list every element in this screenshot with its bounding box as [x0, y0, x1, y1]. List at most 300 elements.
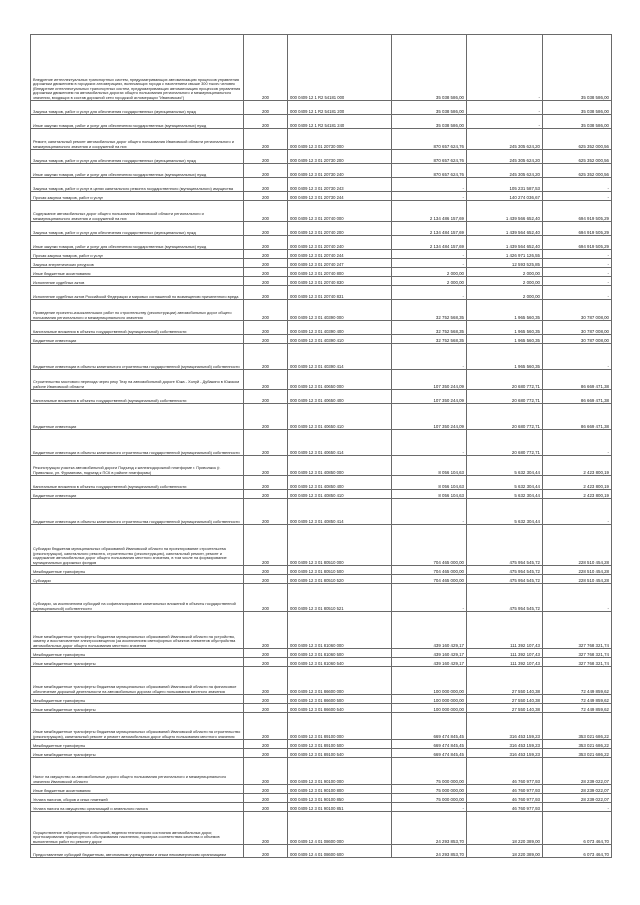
- cell-name: Иные межбюджетные трансферты: [31, 749, 244, 758]
- table-row: [31, 101, 612, 115]
- cell-kbk: 000 0409 12 3 01 90100 000: [288, 758, 392, 785]
- cell-code: 200: [244, 164, 288, 178]
- cell-code: 200: [244, 713, 288, 740]
- cell-kbk: 000 0409 12 3 01 89100 540: [288, 749, 392, 758]
- cell-v3: 625 352 000,56: [543, 150, 612, 164]
- cell-code: 200: [244, 695, 288, 704]
- cell-v1: 32 752 568,35: [392, 321, 467, 335]
- cell-v2: -: [467, 115, 543, 129]
- cell-v3: 35 038 586,00: [543, 101, 612, 115]
- cell-v1: 35 038 586,00: [392, 35, 467, 101]
- cell-v3: -: [543, 178, 612, 192]
- cell-v1: 870 657 624,76: [392, 150, 467, 164]
- cell-kbk: 000 0409 12 3 01 89100 500: [288, 740, 392, 749]
- table-row: [31, 321, 612, 335]
- cell-kbk: 000 0409 12 3 01 20730 244: [288, 192, 392, 201]
- cell-v3: 28 239 022,07: [543, 785, 612, 794]
- cell-v3: 353 021 686,22: [543, 740, 612, 749]
- cell-code: 200: [244, 129, 288, 150]
- cell-v2: 46 760 977,93: [467, 794, 543, 803]
- table-row: [31, 344, 612, 370]
- cell-kbk: 000 0409 12 3 01 40850 400: [288, 476, 392, 490]
- cell-v2: 2 000,00: [467, 268, 543, 277]
- cell-v2: 5 632 304,44: [467, 456, 543, 476]
- cell-v3: 72 449 859,62: [543, 695, 612, 704]
- cell-v3: 28 239 022,07: [543, 794, 612, 803]
- cell-v3: 327 768 321,74: [543, 658, 612, 667]
- cell-v2: 2 000,00: [467, 286, 543, 300]
- cell-v1: 704 465 000,00: [392, 525, 467, 566]
- table-row: [31, 695, 612, 704]
- cell-kbk: 000 0409 12 3 01 20730 200: [288, 150, 392, 164]
- cell-name: Капитальные вложения в объекты государственной (муниципальной) собственности: [31, 321, 244, 335]
- cell-name: Иные закупки товаров, работ и услуг для обеспечения государственных (муниципальных) нужд: [31, 236, 244, 250]
- cell-v3: 625 352 000,56: [543, 129, 612, 150]
- cell-code: 200: [244, 667, 288, 695]
- cell-v1: 100 000 000,00: [392, 667, 467, 695]
- cell-code: 200: [244, 430, 288, 456]
- cell-v2: 1 439 564 652,40: [467, 236, 543, 250]
- table-row: [31, 845, 612, 858]
- cell-v3: 6 073 464,70: [543, 812, 612, 845]
- cell-v1: -: [392, 286, 467, 300]
- cell-kbk: 000 0409 12 1 R2 54181 240: [288, 115, 392, 129]
- cell-name: Межбюджетные трансферты: [31, 566, 244, 575]
- cell-code: 200: [244, 335, 288, 344]
- table-row: [31, 794, 612, 803]
- cell-v2: 475 954 545,72: [467, 525, 543, 566]
- cell-v2: 1 965 560,35: [467, 344, 543, 370]
- cell-v3: 228 510 454,28: [543, 566, 612, 575]
- cell-kbk: 000 0409 12 3 01 80510 521: [288, 584, 392, 612]
- table-row: [31, 390, 612, 404]
- cell-v1: 439 160 429,17: [392, 612, 467, 649]
- cell-name: Бюджетные инвестиции в объекты капитального строительства государственной (муниципальной) собственности: [31, 430, 244, 456]
- cell-v3: 228 510 454,28: [543, 525, 612, 566]
- cell-v1: 107 350 244,09: [392, 390, 467, 404]
- cell-kbk: 000 0409 12 3 01 81060 000: [288, 612, 392, 649]
- cell-kbk: 000 0409 12 4 01 08600 600: [288, 845, 392, 858]
- cell-code: 200: [244, 192, 288, 201]
- cell-name: Иные бюджетные ассигнования: [31, 268, 244, 277]
- cell-v2: 245 305 624,20: [467, 164, 543, 178]
- cell-v1: 24 293 853,70: [392, 845, 467, 858]
- cell-code: 200: [244, 704, 288, 713]
- table-row: [31, 129, 612, 150]
- cell-name: Проведение проектно-изыскательских работ по строительству (реконструкции) автомобильных дорог общего пользования регионального и межмуниципального значения: [31, 300, 244, 321]
- table-row: [31, 286, 612, 300]
- cell-v1: 24 293 853,70: [392, 812, 467, 845]
- cell-v3: 35 038 586,00: [543, 35, 612, 101]
- cell-v1: 870 657 624,76: [392, 164, 467, 178]
- cell-v1: -: [392, 178, 467, 192]
- cell-kbk: 000 0409 12 3 01 90100 851: [288, 803, 392, 812]
- cell-kbk: 000 0409 12 3 01 40850 000: [288, 456, 392, 476]
- cell-v1: 8 056 104,63: [392, 456, 467, 476]
- cell-kbk: 000 0409 12 3 01 40390 414: [288, 344, 392, 370]
- cell-v2: 20 680 772,71: [467, 370, 543, 390]
- cell-name: Закупка энергетических ресурсов: [31, 259, 244, 268]
- cell-name: Капитальные вложения в объекты государственной (муниципальной) собственности: [31, 390, 244, 404]
- cell-code: 200: [244, 101, 288, 115]
- cell-code: 200: [244, 286, 288, 300]
- cell-v2: 475 954 545,72: [467, 566, 543, 575]
- cell-v2: 111 392 107,43: [467, 649, 543, 658]
- cell-v2: 46 760 977,93: [467, 785, 543, 794]
- cell-v2: 111 392 107,43: [467, 612, 543, 649]
- cell-kbk: 000 0409 12 3 01 20740 200: [288, 222, 392, 236]
- cell-v2: 1 439 564 652,40: [467, 222, 543, 236]
- cell-v3: -: [543, 268, 612, 277]
- cell-name: Субсидии бюджетам муниципальных образований Ивановской области на проектирование строительства (реконструкции), капитального ремонта, строительство (реконструкцию), капитальный ремонт, ремонт и содержание автомобильных дорог общего пользования местного значения, в том числе на формирование муниципальных дорожных фондов: [31, 525, 244, 566]
- cell-code: 200: [244, 300, 288, 321]
- cell-kbk: 000 0409 12 3 01 40650 000: [288, 370, 392, 390]
- cell-code: 200: [244, 390, 288, 404]
- cell-v3: 30 787 008,00: [543, 321, 612, 335]
- table-row: [31, 667, 612, 695]
- cell-v1: 75 000 000,00: [392, 758, 467, 785]
- cell-v3: -: [543, 259, 612, 268]
- table-row: [31, 758, 612, 785]
- cell-v3: -: [543, 499, 612, 525]
- table-row: [31, 704, 612, 713]
- cell-code: 200: [244, 785, 288, 794]
- cell-code: 200: [244, 35, 288, 101]
- table-row: [31, 236, 612, 250]
- cell-v3: 86 669 471,38: [543, 390, 612, 404]
- cell-code: 200: [244, 236, 288, 250]
- cell-kbk: 000 0409 12 3 01 20740 000: [288, 201, 392, 222]
- cell-v2: 5 632 304,44: [467, 499, 543, 525]
- table-row: [31, 740, 612, 749]
- cell-code: 200: [244, 370, 288, 390]
- cell-kbk: 000 0409 12 3 01 20740 244: [288, 250, 392, 259]
- cell-v3: 694 919 505,29: [543, 236, 612, 250]
- cell-v3: -: [543, 584, 612, 612]
- table-row: [31, 749, 612, 758]
- cell-code: 200: [244, 845, 288, 858]
- cell-v3: -: [543, 430, 612, 456]
- cell-v1: -: [392, 803, 467, 812]
- cell-v2: 27 550 140,38: [467, 695, 543, 704]
- cell-v3: -: [543, 344, 612, 370]
- cell-name: Иные межбюджетные трансферты бюджетам муниципальных образований Ивановской области на устройство, замену и восстановление электроосвещения (за исключением светофорных объектов элементов обустройства автомобильных дорог общего пользования местного значения: [31, 612, 244, 649]
- cell-v3: 694 919 505,29: [543, 201, 612, 222]
- cell-kbk: 000 0409 12 3 01 40850 414: [288, 499, 392, 525]
- cell-v2: 1 439 566 652,40: [467, 201, 543, 222]
- cell-v2: 5 632 304,44: [467, 476, 543, 490]
- cell-name: Строительство мостового перехода через реку Тезу на автомобильной дороге Южа - Холуй - Дубакино в Южском районе Ивановской области: [31, 370, 244, 390]
- cell-name: Субсидии, за исключением субсидий на софинансирование капитальных вложений в объекты государственной (муниципальной) собственности: [31, 584, 244, 612]
- cell-name: Субсидии: [31, 575, 244, 584]
- cell-code: 200: [244, 658, 288, 667]
- table-row: [31, 456, 612, 476]
- cell-v1: -: [392, 250, 467, 259]
- cell-kbk: 000 0409 12 3 01 40390 410: [288, 335, 392, 344]
- cell-code: 200: [244, 649, 288, 658]
- cell-v1: 35 038 586,00: [392, 115, 467, 129]
- cell-name: Исполнение судебных актов Российской Федерации и мировых соглашений по возмещению причиненного вреда: [31, 286, 244, 300]
- cell-code: 200: [244, 456, 288, 476]
- cell-v3: 2 423 800,19: [543, 490, 612, 499]
- cell-code: 200: [244, 344, 288, 370]
- cell-v1: 75 000 000,00: [392, 785, 467, 794]
- cell-code: 200: [244, 250, 288, 259]
- cell-kbk: 000 0409 12 3 01 40650 414: [288, 430, 392, 456]
- cell-name: Иные межбюджетные трансферты: [31, 704, 244, 713]
- cell-v2: 46 760 977,93: [467, 803, 543, 812]
- cell-name: Иные закупки товаров, работ и услуг для обеспечения государственных (муниципальных) нужд: [31, 164, 244, 178]
- table-row: [31, 649, 612, 658]
- cell-kbk: 000 0409 12 3 01 86600 540: [288, 704, 392, 713]
- cell-v2: 111 392 107,43: [467, 658, 543, 667]
- table-row: [31, 404, 612, 430]
- cell-kbk: 000 0409 12 3 01 20740 800: [288, 268, 392, 277]
- cell-v1: 32 752 568,35: [392, 300, 467, 321]
- cell-v1: 100 000 000,00: [392, 695, 467, 704]
- table-body: [31, 35, 612, 858]
- cell-v1: 100 000 000,00: [392, 704, 467, 713]
- cell-name: Прочая закупка товаров, работ и услуг: [31, 250, 244, 259]
- cell-code: 200: [244, 404, 288, 430]
- cell-v3: 2 423 800,19: [543, 456, 612, 476]
- cell-name: Предоставление субсидий бюджетным, автономным учреждениям и иным некоммерческим организациям: [31, 845, 244, 858]
- cell-kbk: 000 0409 12 3 01 80510 520: [288, 575, 392, 584]
- cell-code: 200: [244, 115, 288, 129]
- cell-name: Внедрение интеллектуальных транспортных систем, предусматривающих автоматизацию процессов управления дорожным движением в городских агломерациях, включающих города с населением свыше 300 тысяч человек (Внедрение интеллектуальных транспортных систем, предусматривающих автоматизацию процессов управления дорожным движением на автомобильных дорогах общего пользования регионального и межмуниципального значения, входящих в состав дорожной сети городской агломерации "Ивановская"): [31, 35, 244, 101]
- cell-v1: 669 474 845,45: [392, 713, 467, 740]
- cell-code: 200: [244, 277, 288, 286]
- cell-v2: 18 220 389,00: [467, 845, 543, 858]
- cell-code: 200: [244, 476, 288, 490]
- table-row: [31, 150, 612, 164]
- cell-v2: 20 680 772,71: [467, 404, 543, 430]
- budget-execution-table: [30, 34, 612, 858]
- table-row: [31, 612, 612, 649]
- cell-v2: 140 274 036,67: [467, 192, 543, 201]
- table-row: [31, 490, 612, 499]
- cell-kbk: 000 0409 12 3 01 20740 831: [288, 286, 392, 300]
- table-row: [31, 803, 612, 812]
- cell-v2: 245 305 624,20: [467, 150, 543, 164]
- table-row: [31, 476, 612, 490]
- cell-v1: 107 350 244,09: [392, 404, 467, 430]
- cell-v3: -: [543, 192, 612, 201]
- cell-v3: -: [543, 803, 612, 812]
- cell-name: Иные межбюджетные трансферты бюджетам муниципальных образований Ивановской области на финансовое обеспечение дорожной деятельности на автомобильных дорогах общего пользования местного значения: [31, 667, 244, 695]
- cell-kbk: 000 0409 12 3 01 20730 000: [288, 129, 392, 150]
- cell-code: 200: [244, 490, 288, 499]
- table-row: [31, 584, 612, 612]
- cell-v1: 8 056 104,63: [392, 490, 467, 499]
- table-row: [31, 222, 612, 236]
- cell-name: Осуществление лабораторных испытаний, ведения технического состояния автомобильных дорог, прогнозирования транспортного обслуживания населения, проверка соответствия качества и объемов выполненных работ по ремонту дорог: [31, 812, 244, 845]
- table-row: [31, 812, 612, 845]
- table-row: [31, 370, 612, 390]
- cell-kbk: 000 0409 12 4 01 08600 000: [288, 812, 392, 845]
- cell-v1: 704 465 000,00: [392, 575, 467, 584]
- table-row: [31, 785, 612, 794]
- cell-v2: 5 632 304,44: [467, 490, 543, 499]
- cell-v1: 75 000 000,00: [392, 794, 467, 803]
- table-row: [31, 335, 612, 344]
- cell-kbk: 000 0409 12 3 01 40650 400: [288, 390, 392, 404]
- cell-v2: 316 453 159,23: [467, 749, 543, 758]
- cell-name: Уплата налогов, сборов и иных платежей: [31, 794, 244, 803]
- cell-v3: 6 073 464,70: [543, 845, 612, 858]
- cell-v2: 18 220 389,00: [467, 812, 543, 845]
- cell-code: 200: [244, 794, 288, 803]
- cell-v1: -: [392, 430, 467, 456]
- cell-v1: -: [392, 584, 467, 612]
- cell-kbk: 000 0409 12 3 01 80510 500: [288, 566, 392, 575]
- cell-v1: 107 350 244,09: [392, 370, 467, 390]
- table-row: [31, 192, 612, 201]
- cell-v3: 353 021 686,22: [543, 713, 612, 740]
- cell-v2: 12 593 525,85: [467, 259, 543, 268]
- table-row: [31, 713, 612, 740]
- cell-v3: 694 919 505,29: [543, 222, 612, 236]
- cell-v3: 86 669 471,38: [543, 404, 612, 430]
- cell-name: Исполнение судебных актов: [31, 277, 244, 286]
- cell-name: Иные межбюджетные трансферты бюджетам муниципальных образований Ивановской области на строительство (реконструкцию), капитальный ремонт и ремонт автомобильных дорог общего пользования местного значения: [31, 713, 244, 740]
- cell-v2: 1 426 971 126,55: [467, 250, 543, 259]
- table-row: [31, 268, 612, 277]
- cell-name: Межбюджетные трансферты: [31, 695, 244, 704]
- table-row: [31, 115, 612, 129]
- cell-name: Бюджетные инвестиции: [31, 490, 244, 499]
- cell-v3: 86 669 471,38: [543, 370, 612, 390]
- cell-v3: 327 768 321,74: [543, 612, 612, 649]
- cell-v1: 2 134 486 157,69: [392, 201, 467, 222]
- cell-v2: 316 453 159,23: [467, 740, 543, 749]
- cell-v1: -: [392, 499, 467, 525]
- cell-v3: 30 787 008,00: [543, 300, 612, 321]
- cell-v1: 2 000,00: [392, 268, 467, 277]
- cell-v2: 27 550 140,38: [467, 704, 543, 713]
- cell-v2: 1 965 560,35: [467, 335, 543, 344]
- cell-name: Бюджетные инвестиции в объекты капитального строительства государственной (муниципальной) собственности: [31, 344, 244, 370]
- cell-kbk: 000 0409 12 3 01 40850 410: [288, 490, 392, 499]
- cell-v2: 1 965 560,35: [467, 321, 543, 335]
- cell-kbk: 000 0409 12 1 R2 54181 000: [288, 35, 392, 101]
- cell-kbk: 000 0409 12 3 01 20730 243: [288, 178, 392, 192]
- cell-v2: 2 000,00: [467, 277, 543, 286]
- cell-code: 200: [244, 268, 288, 277]
- cell-name: Бюджетные инвестиции в объекты капитального строительства государственной (муниципальной) собственности: [31, 499, 244, 525]
- cell-name: Иные закупки товаров, работ и услуг для обеспечения государственных (муниципальных) нужд: [31, 115, 244, 129]
- cell-kbk: 000 0409 12 3 01 80510 000: [288, 525, 392, 566]
- cell-v1: 669 474 845,45: [392, 740, 467, 749]
- cell-kbk: 000 0409 12 3 01 81060 500: [288, 649, 392, 658]
- table-row: [31, 35, 612, 101]
- cell-code: 200: [244, 749, 288, 758]
- table-row: [31, 525, 612, 566]
- cell-v2: 27 550 140,38: [467, 667, 543, 695]
- cell-kbk: 000 0409 12 1 R2 54181 200: [288, 101, 392, 115]
- table-row: [31, 430, 612, 456]
- cell-v2: 475 954 545,72: [467, 575, 543, 584]
- cell-v3: 28 239 022,07: [543, 758, 612, 785]
- cell-v1: 32 752 568,35: [392, 335, 467, 344]
- cell-code: 200: [244, 150, 288, 164]
- table-row: [31, 499, 612, 525]
- table-row: [31, 201, 612, 222]
- cell-code: 200: [244, 201, 288, 222]
- cell-v1: 2 134 484 157,69: [392, 222, 467, 236]
- cell-v2: -: [467, 35, 543, 101]
- cell-name: Межбюджетные трансферты: [31, 740, 244, 749]
- cell-v3: 228 510 454,28: [543, 575, 612, 584]
- cell-code: 200: [244, 222, 288, 236]
- cell-name: Капитальные вложения в объекты государственной (муниципальной) собственности: [31, 476, 244, 490]
- table-row: [31, 259, 612, 268]
- cell-v2: 105 231 587,53: [467, 178, 543, 192]
- cell-name: Уплата налога на имущество организаций и земельного налога: [31, 803, 244, 812]
- cell-name: Прочая закупка товаров, работ и услуг: [31, 192, 244, 201]
- cell-name: Реконструкция участка автомобильной дороги Подъезд к железнодорожной платформе г. Приволжск (г. Приволжск, ул. Фурманова, подъезд к ПСК в районе платформы): [31, 456, 244, 476]
- table-row: [31, 164, 612, 178]
- cell-code: 200: [244, 575, 288, 584]
- cell-kbk: 000 0409 12 3 01 20740 240: [288, 236, 392, 250]
- table-row: [31, 250, 612, 259]
- cell-v1: 2 134 484 157,69: [392, 236, 467, 250]
- cell-name: Межбюджетные трансферты: [31, 649, 244, 658]
- cell-name: Закупка товаров, работ и услуг в целях капитального ремонта государственного (муниципального) имущества: [31, 178, 244, 192]
- cell-v2: 475 954 545,72: [467, 584, 543, 612]
- cell-code: 200: [244, 566, 288, 575]
- cell-name: Закупка товаров, работ и услуг для обеспечения государственных (муниципальных) нужд: [31, 101, 244, 115]
- cell-name: Бюджетные инвестиции: [31, 404, 244, 430]
- cell-v3: 327 768 321,74: [543, 649, 612, 658]
- cell-v1: 669 474 845,45: [392, 749, 467, 758]
- cell-v1: 439 160 429,17: [392, 658, 467, 667]
- table-row: [31, 300, 612, 321]
- cell-v3: 625 352 000,56: [543, 164, 612, 178]
- cell-name: Иные межбюджетные трансферты: [31, 658, 244, 667]
- cell-v3: -: [543, 286, 612, 300]
- cell-kbk: 000 0409 12 3 01 20740 247: [288, 259, 392, 268]
- cell-v2: 316 453 159,23: [467, 713, 543, 740]
- table-row: [31, 575, 612, 584]
- table-row: [31, 658, 612, 667]
- cell-kbk: 000 0409 12 3 01 86600 000: [288, 667, 392, 695]
- cell-v2: 245 305 624,20: [467, 129, 543, 150]
- cell-kbk: 000 0409 12 3 01 40390 400: [288, 321, 392, 335]
- cell-code: 200: [244, 178, 288, 192]
- table-row: [31, 277, 612, 286]
- cell-v3: -: [543, 277, 612, 286]
- cell-v1: 8 056 104,63: [392, 476, 467, 490]
- cell-name: Закупка товаров, работ и услуг для обеспечения государственных (муниципальных) нужд: [31, 222, 244, 236]
- cell-v2: 20 680 772,71: [467, 390, 543, 404]
- cell-v2: 1 965 560,35: [467, 300, 543, 321]
- cell-code: 200: [244, 812, 288, 845]
- cell-code: 200: [244, 525, 288, 566]
- cell-v1: -: [392, 344, 467, 370]
- cell-name: Закупка товаров, работ и услуг для обеспечения государственных (муниципальных) нужд: [31, 150, 244, 164]
- cell-code: 200: [244, 259, 288, 268]
- cell-name: Налог на имущество за автомобильные дороги общего пользования регионального и межмуниципального значения Ивановской области: [31, 758, 244, 785]
- table-row: [31, 566, 612, 575]
- cell-v2: 20 680 772,71: [467, 430, 543, 456]
- cell-v3: 353 021 686,22: [543, 749, 612, 758]
- cell-code: 200: [244, 584, 288, 612]
- cell-kbk: 000 0409 12 3 01 20740 830: [288, 277, 392, 286]
- cell-kbk: 000 0409 12 3 01 86600 500: [288, 695, 392, 704]
- cell-v1: 35 038 586,00: [392, 101, 467, 115]
- cell-code: 200: [244, 499, 288, 525]
